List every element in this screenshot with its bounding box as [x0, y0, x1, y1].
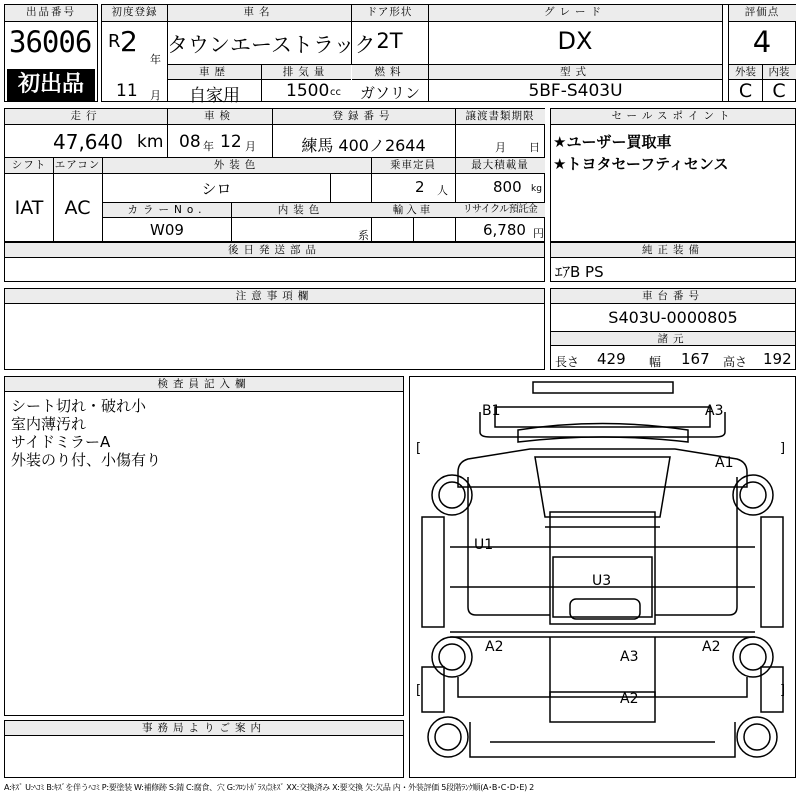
color-label: 外装色 — [103, 158, 371, 174]
load-label: 最大積載量 — [455, 158, 545, 174]
damage-mark-a3-top: A3 — [705, 403, 724, 419]
plate-value: 練馬 400ノ2644 — [301, 136, 426, 155]
office-section — [4, 720, 404, 778]
damage-mark-u3: U3 — [592, 573, 612, 589]
ext-label: 外装 — [729, 65, 762, 80]
reg-month-unit: 月 — [150, 89, 161, 102]
interior-label: 内装色 — [231, 203, 371, 218]
int-grade: C — [772, 80, 786, 102]
model-value: 5BF-S403U — [528, 81, 623, 101]
transfer-label: 譲渡書類期限 — [455, 109, 545, 125]
hei-value: 192 — [763, 350, 792, 368]
import-label: 輸入車 — [371, 203, 455, 218]
damage-mark-a2-rear: A2 — [620, 691, 639, 707]
inspection-label: 車検 — [167, 109, 272, 125]
genuine-section — [550, 242, 796, 282]
damage-mark-a2-left: A2 — [485, 639, 504, 655]
history-label: 車歴 — [168, 65, 261, 80]
load-unit: kg — [531, 184, 542, 194]
notes-section — [4, 288, 545, 370]
first-listing-badge: 初出品 — [7, 69, 95, 101]
len-value: 429 — [597, 350, 626, 368]
fuel-value: ガソリン — [359, 84, 420, 102]
damage-mark-b1: B1 — [482, 403, 501, 419]
score-value: 4 — [752, 25, 772, 59]
lot-number: 36006 — [9, 25, 92, 59]
mileage-label: 走行 — [5, 109, 167, 125]
inspection-year-unit: 年 — [203, 140, 214, 153]
grade-label: グレード — [428, 5, 722, 22]
sales-item-2: ★トヨタセーフティセンス — [553, 155, 729, 173]
recycle-unit: 円 — [533, 227, 544, 240]
fuel-label: 燃料 — [352, 65, 428, 80]
reg-label: 初度登録 — [102, 5, 167, 22]
disp-value: 1500 — [286, 81, 330, 101]
doors-value: 2T — [376, 29, 403, 53]
reg-year: 2 — [120, 25, 138, 58]
capacity-value: 2 — [415, 178, 425, 196]
ac-value: AC — [64, 197, 91, 219]
mileage-unit: km — [137, 132, 164, 152]
reg-month: 11 — [116, 81, 138, 101]
int-label: 内装 — [762, 65, 796, 80]
transfer-month-unit: 月 — [495, 141, 506, 154]
sales-item-1: ★ユーザー買取車 — [553, 133, 672, 151]
inspector-section — [4, 376, 404, 716]
disp-unit: cc — [330, 87, 341, 98]
details-grid — [4, 108, 545, 242]
interior-unit: 系 — [358, 229, 369, 242]
reg-year-unit: 年 — [150, 53, 161, 66]
color-no-value: W09 — [150, 221, 184, 239]
model-label: 型式 — [429, 65, 722, 80]
disp-label: 排気量 — [261, 65, 351, 80]
inspector-line-4: 外装のり付、小傷有り — [11, 451, 162, 469]
reg-era: R — [108, 31, 121, 52]
inspector-label: 検査員記入欄 — [5, 377, 403, 392]
color-value: シロ — [201, 180, 232, 198]
dims-label: 諸元 — [551, 331, 795, 346]
inspection-month-unit: 月 — [245, 140, 256, 153]
lot-section — [4, 4, 98, 102]
recycle-label: リサイクル預託金 — [455, 203, 545, 218]
sales-point-section — [550, 108, 796, 242]
recycle-value: 6,780 — [483, 221, 526, 239]
load-value: 800 — [493, 178, 522, 196]
capacity-label: 乗車定員 — [371, 158, 455, 174]
vehicle-info-grid — [101, 4, 796, 106]
notes-label: 注意事項欄 — [5, 289, 544, 304]
wid-value: 167 — [681, 350, 710, 368]
damage-mark-a2-right: A2 — [702, 639, 721, 655]
damage-mark-a1: A1 — [715, 455, 734, 471]
lot-label: 出品番号 — [5, 5, 97, 22]
later-parts-section — [4, 242, 545, 282]
doors-label: ドア形状 — [351, 5, 428, 22]
genuine-label: 純正装備 — [551, 243, 795, 258]
inspection-year: 08 — [179, 132, 201, 152]
car-name: タウンエーストラック — [167, 33, 376, 57]
sales-label: セールスポイント — [551, 109, 795, 125]
shift-value: IAT — [14, 197, 44, 219]
inspector-line-3: サイドミラーA — [11, 433, 111, 451]
mileage-value: 47,640 — [53, 130, 123, 154]
office-label: 事務局よりご案内 — [5, 721, 403, 736]
ext-grade: C — [738, 80, 753, 102]
bracket-left-1: [ — [416, 441, 422, 456]
history-value: 自家用 — [189, 86, 240, 106]
chassis-section — [550, 288, 796, 370]
legend-text: A:ｷｽﾞ U:ﾍｺﾐ B:ｷｽﾞを伴うﾍｺﾐ P:要塗装 W:補修跡 S:錆 C:腐食、穴 G:ﾌﾛﾝﾄｶﾞﾗｽ点ｷｽﾞ XX:交換済み X:要交換 欠:欠品 内・外装評価 5段階ﾗﾝｸ順(A･B･C･D･E) 2 — [4, 783, 534, 792]
capacity-unit: 人 — [437, 184, 448, 197]
inspection-month: 12 — [220, 132, 242, 152]
ac-label: エアコン — [53, 158, 102, 174]
color-no-label: カラーNo. — [103, 203, 231, 218]
grade-value: DX — [557, 27, 593, 55]
bracket-left-2: [ — [416, 683, 422, 698]
score-label: 評価点 — [728, 5, 796, 22]
genuine-value: ｴｱB PS — [555, 263, 604, 281]
shift-label: シフト — [5, 158, 53, 174]
damage-mark-u1: U1 — [474, 537, 494, 553]
bracket-right-1: ] — [780, 441, 786, 456]
bracket-right-2: ] — [780, 683, 786, 698]
len-label: 長さ — [555, 355, 580, 369]
damage-mark-a3-bed: A3 — [620, 649, 639, 665]
transfer-day-unit: 日 — [529, 141, 540, 154]
wid-label: 幅 — [649, 355, 662, 369]
damage-diagram — [409, 376, 796, 778]
plate-label: 登録番号 — [272, 109, 455, 125]
inspector-line-2: 室内薄汚れ — [11, 415, 87, 433]
chassis-label: 車台番号 — [551, 289, 795, 304]
car-label: 車名 — [167, 5, 351, 22]
chassis-value: S403U-0000805 — [608, 308, 738, 327]
inspector-line-1: シート切れ・破れ小 — [11, 397, 147, 415]
hei-label: 高さ — [723, 355, 748, 369]
later-parts-label: 後日発送部品 — [5, 243, 544, 258]
